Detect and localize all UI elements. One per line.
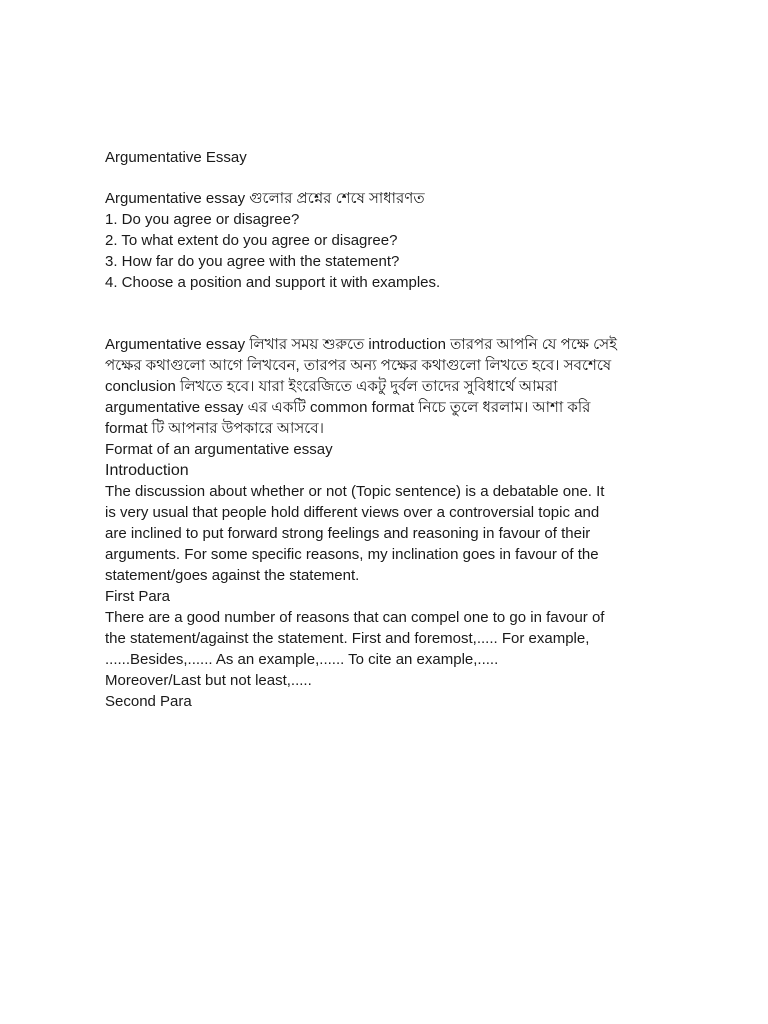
first-para-line: Moreover/Last but not least,..... (105, 672, 312, 689)
bangla-note-line: পক্ষের কথাগুলো আগে লিখবেন, তারপর অন্য পক্ষের কথাগুলো লিখতে হবে। সবশেষে (105, 357, 612, 374)
first-para-line: ......Besides,...... As an example,...... To cite an example,..... (105, 651, 499, 668)
question-type-item: 2. To what extent do you agree or disagree? (105, 232, 398, 249)
introduction-line: are inclined to put forward strong feelings and reasoning in favour of their (105, 525, 591, 542)
document-title: Argumentative Essay (105, 149, 247, 166)
bangla-note-paragraph (105, 334, 675, 439)
bangla-note-line: format টি আপনার উপকারে আসবে। (105, 420, 325, 437)
question-intro: Argumentative essay গুলোর প্রশ্নের শেষে সাধারণত (105, 190, 425, 207)
introduction-line: arguments. For some specific reasons, my inclination goes in favour of the (105, 546, 599, 563)
document-content (105, 147, 675, 712)
question-type-item: 4. Choose a position and support it with examples. (105, 274, 441, 291)
format-heading: Format of an argumentative essay (105, 441, 333, 458)
introduction-heading: Introduction (105, 462, 189, 479)
first-para-line: There are a good number of reasons that can compel one to go in favour of (105, 609, 605, 626)
introduction-paragraph (105, 481, 675, 586)
bangla-note-line: argumentative essay এর একটি common format নিচে তুলে ধরলাম। আশা করি (105, 399, 591, 416)
bangla-note-line: conclusion লিখতে হবে। যারা ইংরেজিতে একটু দুর্বল তাদের সুবিধার্থে আমরা (105, 378, 558, 395)
second-para-heading: Second Para (105, 693, 192, 710)
introduction-line: statement/goes against the statement. (105, 567, 360, 584)
first-para-line: the statement/against the statement. First and foremost,..... For example, (105, 630, 590, 647)
question-type-item: 1. Do you agree or disagree? (105, 211, 300, 228)
first-para-heading: First Para (105, 588, 171, 605)
introduction-line: is very usual that people hold different views over a controversial topic and (105, 504, 600, 521)
question-type-item: 3. How far do you agree with the statement? (105, 253, 400, 270)
first-para-paragraph (105, 607, 675, 691)
question-types-block (105, 188, 675, 293)
introduction-line: The discussion about whether or not (Topic sentence) is a debatable one. It (105, 483, 605, 500)
bangla-note-line: Argumentative essay লিখার সময় শুরুতে introduction তারপর আপনি যে পক্ষে সেই (105, 336, 617, 353)
